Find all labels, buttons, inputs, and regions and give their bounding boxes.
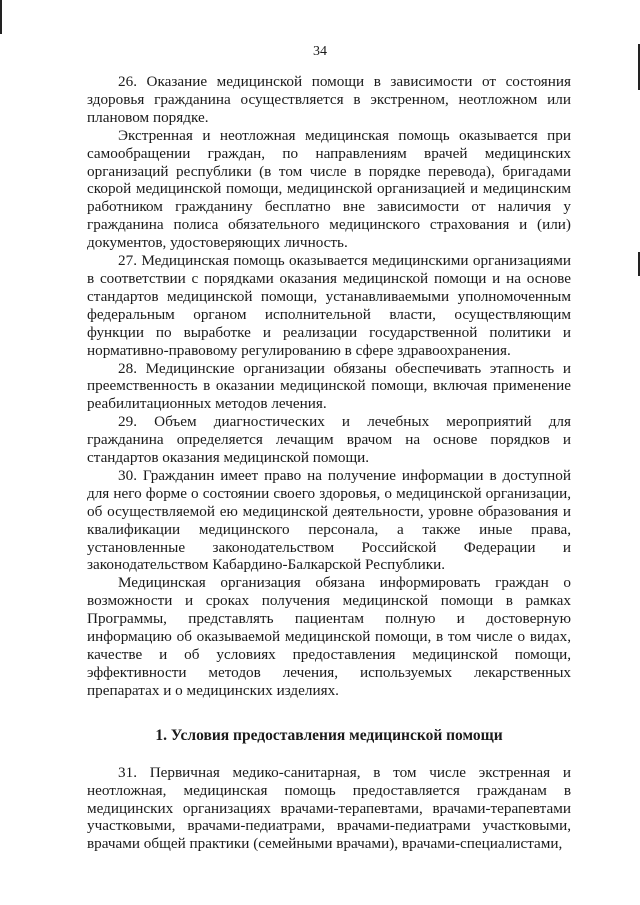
document-body	[87, 73, 571, 853]
paragraph-27: 27. Медицинская помощь оказывается медицинскими организациями в соответствии с порядками оказания медицинской помощи и на основе стандартов медицинской помощи, устанавливаемыми уполномоченным федеральным органом исполнительной власти, осуществляющим функции по выработке и реализации государственной политики и нормативно-правовому регулированию в сфере здравоохранения.	[87, 252, 571, 359]
paragraph-emergency-care: Экстренная и неотложная медицинская помощь оказывается при самообращении граждан, по направлениям врачей медицинских организаций республики (в том числе в порядке перевода), бригадами скорой медицинской помощи, медицинской организацией и медицинским работником гражданину бесплатно вне зависимости от наличия у гражданина полиса обязательного медицинского страхования и (или) документов, удостоверяющих личность.	[87, 126, 571, 252]
paragraph-29: 29. Объем диагностических и лечебных мероприятий для гражданина определяется лечащим врачом на основе порядков и стандартов оказания медицинской помощи.	[87, 413, 571, 467]
paragraph-30: 30. Гражданин имеет право на получение информации в доступной для него форме о состоянии своего здоровья, о медицинской организации, об осуществляемой ею медицинской деятельности, уровне образования и квалификации медицинского персонала, а также иные права, установленные законодательством Российской Федерации и законодательством Кабардино-Балкарской Республики.	[87, 466, 571, 574]
page-number: 34	[313, 44, 327, 59]
paragraph-28: 28. Медицинские организации обязаны обеспечивать этапность и преемственность в оказании медицинской помощи, включая применение реабилитационных методов лечения.	[87, 359, 571, 413]
paragraph-26: 26. Оказание медицинской помощи в зависимости от состояния здоровья гражданина осуществляется в экстренном, неотложном или плановом порядке.	[87, 73, 571, 126]
paragraph-31: 31. Первичная медико-санитарная, в том числе экстренная и неотложная, медицинская помощь предоставляется гражданам в медицинских организациях врачами-терапевтами, врачами-терапевтами участковыми, врачами-педиатрами, врачами-педиатрами участковыми, врачами общей практики (семейными врачами), врачами-специалистами,	[87, 763, 571, 853]
paragraph-org-obligation: Медицинская организация обязана информировать граждан о возможности и сроках получения медицинской помощи в рамках Программы, представлять пациентам полную и достоверную информацию об оказываемой медицинской помощи, в том числе о видах, качестве и об условиях предоставления медицинской помощи, эффективности методов лечения, используемых лекарственных препаратах и о медицинских изделиях.	[87, 574, 571, 699]
scan-edge-mark	[0, 0, 2, 34]
section-heading: 1. Условия предоставления медицинской помощи	[155, 726, 503, 744]
